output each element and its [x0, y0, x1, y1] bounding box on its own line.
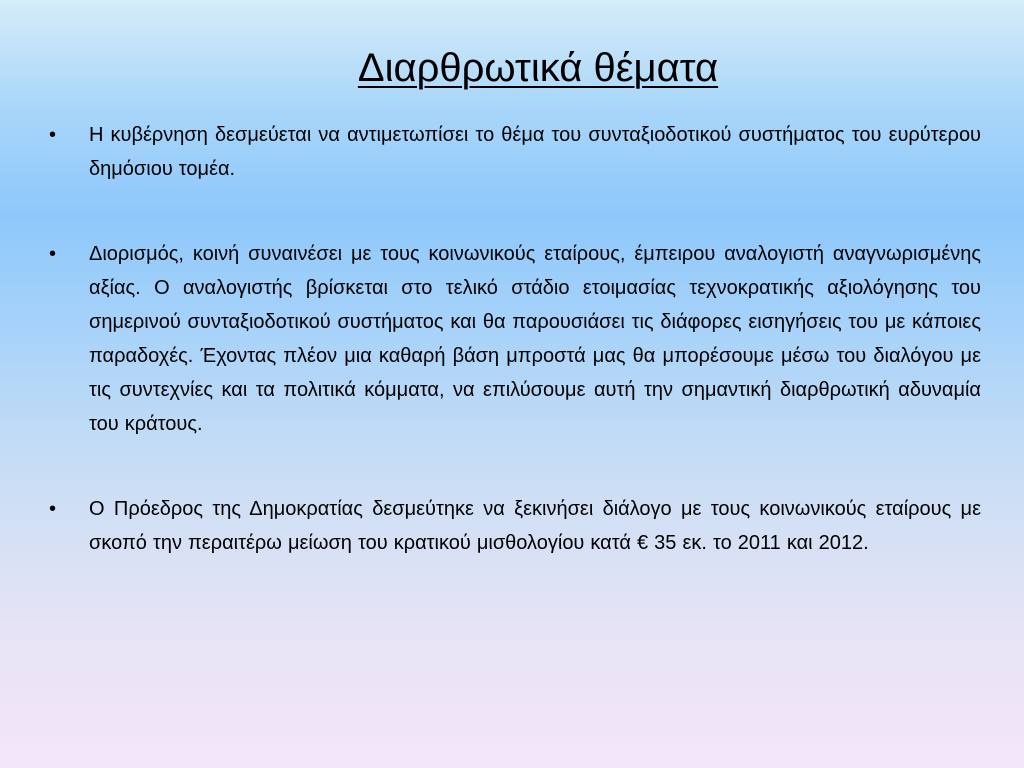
bullet-item [0, 237, 1024, 441]
bullet-dot-icon: • [49, 243, 57, 265]
bullet-text-pension-commitment: Η κυβέρνηση δεσμεύεται να αντιμετωπίσει το θέμα του συνταξιοδοτικού συστήματος του ευρύτερου δημόσιου τομέα. [89, 124, 981, 180]
slide-title-text: Διαρθρωτικά θέματα [357, 46, 719, 90]
bullet-text-actuary-appointment: Διορισμός, κοινή συναινέσει με τους κοινωνικούς εταίρους, έμπειρου αναλογιστή αναγνωρισμένης αξίας. Ο αναλογιστής βρίσκεται στο τελικό στάδιο ετοιμασίας τεχνοκρατικής αξιολόγησης του σημερινού συνταξιοδοτικού συστήματος και θα παρουσιάσει τις διάφορες εισηγήσεις του με κάποιες παραδοχές. Έχοντας πλέον μια καθαρή βάση μπροστά μας θα μπορέσουμε μέσω του διαλόγου με τις συντεχνίες και τα πολιτικά κόμματα, να επιλύσουμε αυτή την σημαντική διαρθρωτική αδυναμία του κράτους. [89, 243, 981, 435]
bullet-item [0, 492, 1024, 560]
bullet-text-president-dialogue: Ο Πρόεδρος της Δημοκρατίας δεσμεύτηκε να ξεκινήσει διάλογο με τους κοινωνικούς εταίρους με σκοπό την περαιτέρω μείωση του κρατικού μισθολογίου κατά € 35 εκ. το 2011 και 2012. [89, 498, 981, 554]
bullet-item [0, 118, 1024, 186]
slide-title [0, 38, 1024, 98]
bullet-dot-icon: • [49, 124, 57, 146]
bullet-list [0, 118, 1024, 560]
bullet-dot-icon: • [49, 498, 57, 520]
